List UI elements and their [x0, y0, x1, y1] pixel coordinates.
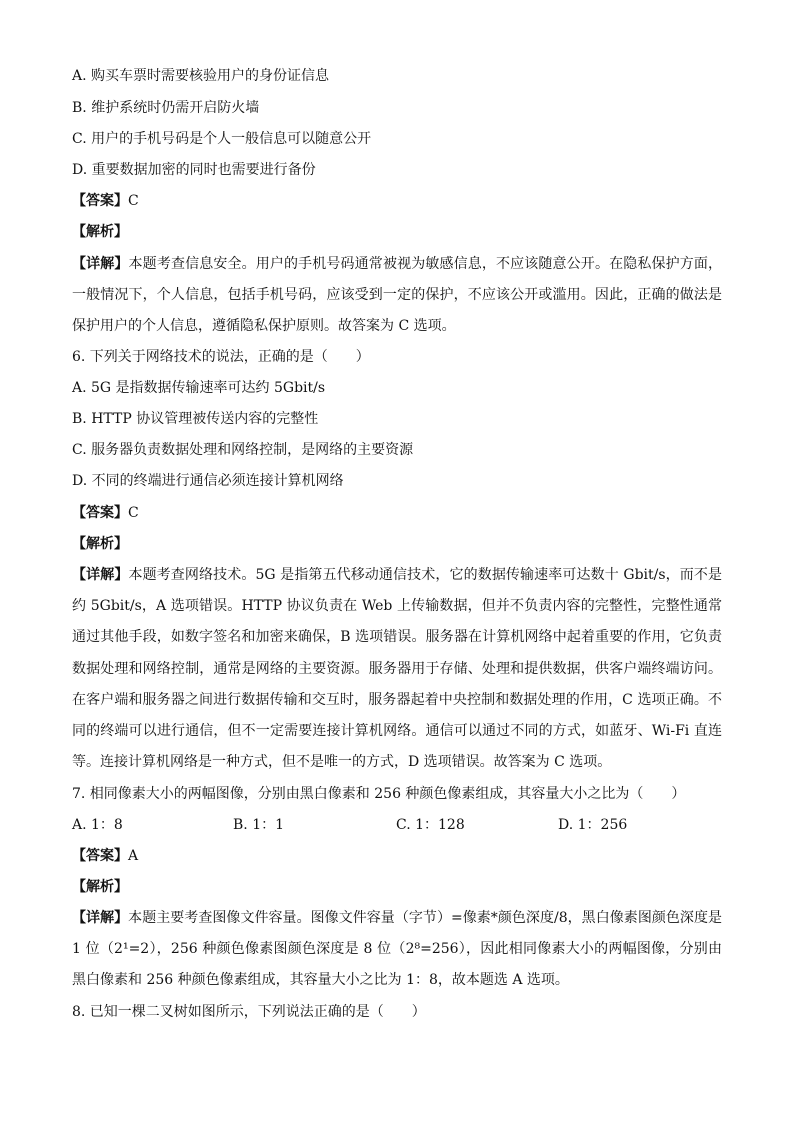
q7-option-b: B. 1：1 — [233, 817, 285, 833]
q8-stem: 8. 已知一棵二叉树如图所示，下列说法正确的是（ ） — [72, 1004, 426, 1020]
detail-tag: 【详解】 — [72, 910, 129, 926]
q7-option-c: C. 1：128 — [396, 817, 465, 833]
detail-tag: 【详解】 — [72, 567, 129, 583]
detail-tag: 【详解】 — [72, 256, 129, 272]
q7-option-d: D. 1：256 — [558, 817, 628, 833]
q7-detail-paragraph — [72, 903, 722, 997]
q5-analysis-tag — [72, 222, 128, 242]
q5-option-d: D. 重要数据加密的同时也需要进行备份 — [72, 162, 316, 178]
q7-analysis-tag — [72, 877, 128, 897]
answer-tag: 【答案】 — [72, 193, 128, 209]
q7-option-a: A. 1：8 — [72, 817, 123, 833]
q5-detail-paragraph — [72, 249, 722, 343]
q5-option-a: A. 购买车票时需要核验用户的身份证信息 — [72, 68, 330, 84]
q5-option-b: B. 维护系统时仍需开启防火墙 — [72, 100, 260, 116]
q5-option-c: C. 用户的手机号码是个人一般信息可以随意公开 — [72, 131, 372, 147]
q6-option-a: A. 5G 是指数据传输速率可达约 5Gbit/s — [72, 380, 326, 396]
q7-answer: A — [128, 848, 139, 864]
q7-answer-line — [72, 846, 138, 866]
analysis-tag: 【解析】 — [72, 224, 128, 240]
answer-tag: 【答案】 — [72, 848, 128, 864]
q6-option-b: B. HTTP 协议管理被传送内容的完整性 — [72, 411, 319, 427]
q6-option-c: C. 服务器负责数据处理和网络控制，是网络的主要资源 — [72, 442, 414, 458]
q5-answer-line — [72, 191, 139, 211]
q6-option-d: D. 不同的终端进行通信必须连接计算机网络 — [72, 473, 344, 489]
q6-analysis-tag — [72, 534, 128, 554]
q7-detail-text: 本题主要考查图像文件容量。图像文件容量（字节）=像素*颜色深度/8，黑白像素图颜色深度是 1 位（2¹=2），256 种颜色像素图颜色深度是 8 位（2⁸=256），因此相同像素大小的两幅图像，分别由黑白像素和 256 种颜色像素组成，其容量大小之比为 1：8，故本题选 A 选项。 — [72, 910, 723, 989]
q6-detail-paragraph — [72, 560, 722, 778]
q5-detail-text: 本题考查信息安全。用户的手机号码通常被视为敏感信息，不应该随意公开。在隐私保护方面，一般情况下，个人信息，包括手机号码，应该受到一定的保护，不应该公开或滥用。因此，正确的做法是保护用户的个人信息，遵循隐私保护原则。故答案为 C 选项。 — [72, 256, 723, 335]
analysis-tag: 【解析】 — [72, 879, 128, 895]
analysis-tag: 【解析】 — [72, 536, 128, 552]
q6-stem: 6. 下列关于网络技术的说法，正确的是（ ） — [72, 349, 370, 365]
q5-answer: C — [128, 193, 139, 209]
answer-tag: 【答案】 — [72, 505, 128, 521]
q7-stem: 7. 相同像素大小的两幅图像，分别由黑白像素和 256 种颜色像素组成，其容量大小之比为（ ） — [72, 786, 686, 802]
q6-detail-text: 本题考查网络技术。5G 是指第五代移动通信技术，它的数据传输速率可达数十 Gbit/s，而不是约 5Gbit/s，A 选项错误。HTTP 协议负责在 Web 上传输数据，但并不负责内容的完整性，完整性通常通过其他手段，如数字签名和加密来确保，B 选项错误。服务器在计算机网络中起着重要的作用，它负责数据处理和网络控制，通常是网络的主要资源。服务器用于存储、处理和提供数据，供客户端终端访问。在客户端和服务器之间进行数据传输和交互时，服务器起着中央控制和数据处理的作用，C 选项正确。不同的终端可以进行通信，但不一定需要连接计算机网络。通信可以通过不同的方式，如蓝牙、Wi-Fi 直连等。连接计算机网络是一种方式，但不是唯一的方式，D 选项错误。故答案为 C 选项。 — [72, 567, 722, 771]
q6-answer-line — [72, 503, 139, 523]
q6-answer: C — [128, 505, 139, 521]
